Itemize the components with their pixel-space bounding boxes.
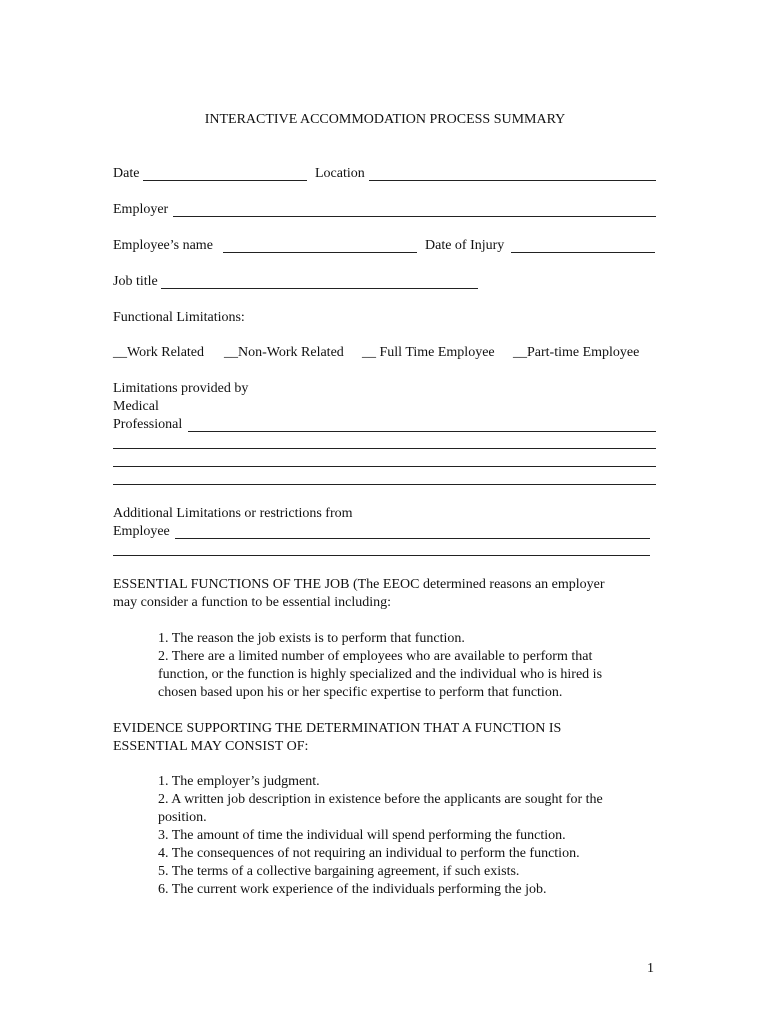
evidence-item-2-cont: position. (158, 810, 207, 825)
job-title-label: Job title (113, 274, 158, 289)
employee-name-field[interactable] (223, 252, 417, 253)
employer-label: Employer (113, 202, 169, 217)
additional-limitations-label-1: Additional Limitations or restrictions from (113, 506, 353, 521)
page-number: 1 (647, 961, 654, 976)
location-label: Location (315, 166, 365, 181)
essential-item-1: 1. The reason the job exists is to perform that function. (158, 631, 465, 646)
date-label: Date (113, 166, 140, 181)
medical-limitations-field-3[interactable] (113, 466, 656, 467)
essential-functions-heading-2: may consider a function to be essential including: (113, 595, 391, 610)
location-field[interactable] (369, 180, 656, 181)
evidence-item-6: 6. The current work experience of the individuals performing the job. (158, 882, 547, 897)
option-part-time[interactable]: __Part-time Employee (513, 345, 640, 360)
employer-field[interactable] (173, 216, 656, 217)
job-title-field[interactable] (161, 288, 478, 289)
evidence-item-5: 5. The terms of a collective bargaining agreement, if such exists. (158, 864, 520, 879)
essential-item-2-cont: function, or the function is highly specialized and the individual who is hired is (158, 667, 603, 682)
option-work-related[interactable]: __Work Related (113, 345, 205, 360)
essential-item-2: 2. There are a limited number of employees who are available to perform that (158, 649, 593, 664)
medical-limitations-field-1[interactable] (188, 431, 656, 432)
medical-limitations-field-2[interactable] (113, 448, 656, 449)
evidence-heading-1: EVIDENCE SUPPORTING THE DETERMINATION THAT A FUNCTION IS (113, 721, 562, 736)
medical-limitations-label-1: Limitations provided by (113, 381, 249, 396)
functional-limitations-label: Functional Limitations: (113, 310, 245, 325)
additional-limitations-label-2: Employee (113, 524, 170, 539)
evidence-item-1: 1. The employer’s judgment. (158, 774, 320, 789)
option-full-time[interactable]: __ Full Time Employee (362, 345, 495, 360)
date-of-injury-field[interactable] (511, 252, 655, 253)
medical-limitations-label-3: Professional (113, 417, 183, 432)
evidence-heading-2: ESSENTIAL MAY CONSIST OF: (113, 739, 309, 754)
medical-limitations-field-4[interactable] (113, 484, 656, 485)
medical-limitations-label-2: Medical (113, 399, 159, 414)
essential-functions-heading-1: ESSENTIAL FUNCTIONS OF THE JOB (The EEOC determined reasons an employer (113, 577, 605, 592)
option-non-work-related[interactable]: __Non-Work Related (224, 345, 344, 360)
evidence-item-3: 3. The amount of time the individual will spend performing the function. (158, 828, 566, 843)
essential-item-2-cont-2: chosen based upon his or her specific expertise to perform that function. (158, 685, 563, 700)
additional-limitations-field-2[interactable] (113, 555, 650, 556)
additional-limitations-field-1[interactable] (175, 538, 650, 539)
date-field[interactable] (143, 180, 307, 181)
evidence-item-2: 2. A written job description in existence before the applicants are sought for the (158, 792, 603, 807)
evidence-item-4: 4. The consequences of not requiring an individual to perform the function. (158, 846, 580, 861)
employee-name-label: Employee’s name (113, 238, 213, 253)
page-title: INTERACTIVE ACCOMMODATION PROCESS SUMMARY (204, 112, 566, 127)
date-of-injury-label: Date of Injury (425, 238, 505, 253)
